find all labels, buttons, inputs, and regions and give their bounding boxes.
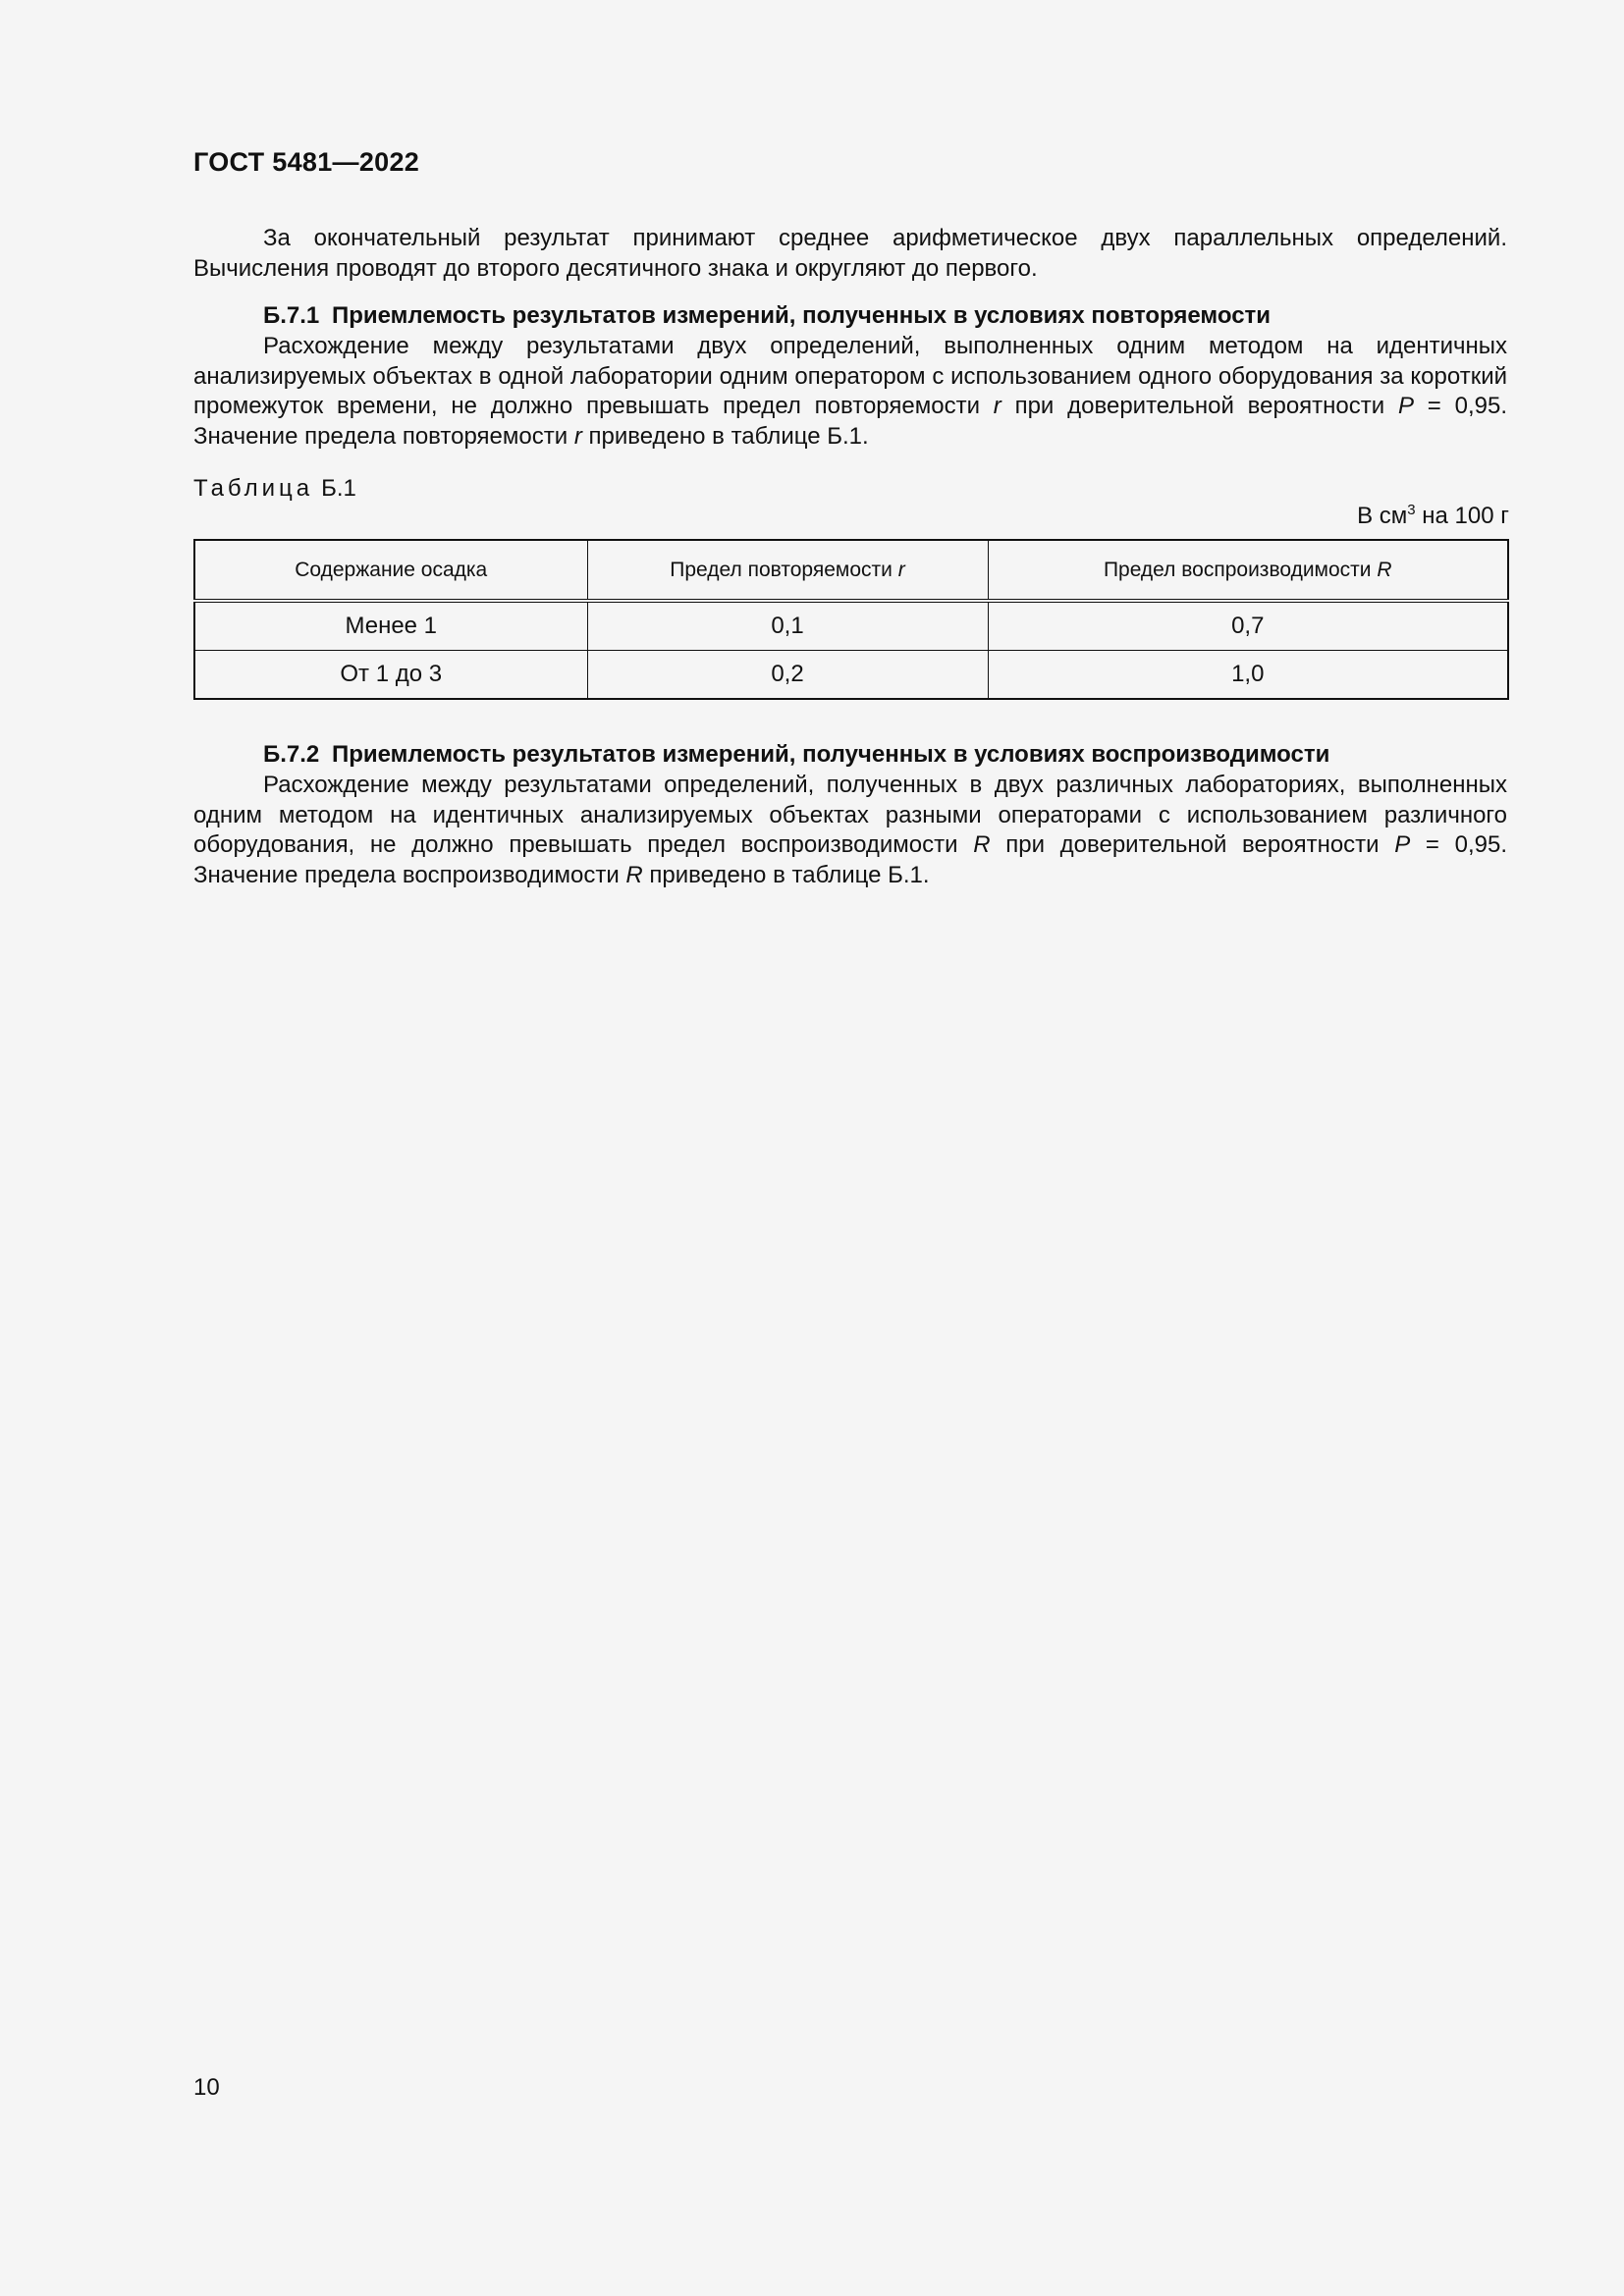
document-header: ГОСТ 5481—2022 xyxy=(193,147,420,177)
symbol-r: r xyxy=(573,422,582,450)
header-text: Предел повторяемости xyxy=(670,558,898,581)
cell-repeatability: 0,1 xyxy=(587,601,988,651)
section-title: Приемлемость результатов измерений, полученных в условиях повторяемости xyxy=(331,302,1272,329)
cell-content: От 1 до 3 xyxy=(194,651,587,700)
table-caption-label: Таблица xyxy=(193,475,314,502)
header-text: Предел воспроизводимости xyxy=(1103,558,1378,581)
section-b71-body xyxy=(193,332,1507,452)
header-repeatability xyxy=(587,540,988,601)
cell-reproducibility: 0,7 xyxy=(988,601,1508,651)
symbol-r-capital: R xyxy=(1377,558,1392,581)
text-fragment: Расхождение между результатами определений, полученных в двух различных лабораториях, выполненных одним методом на идентичных анализируемых объектах разными операторами с использованием различного оборудования, не должно превышать предел воспроизводимости xyxy=(193,772,1507,858)
text-fragment: приведено в таблице Б.1. xyxy=(581,422,869,450)
section-number: Б.7.2 xyxy=(263,741,320,768)
symbol-r-capital: R xyxy=(625,861,643,888)
table-caption-number: Б.1 xyxy=(321,475,356,502)
text-fragment: приведено в таблице Б.1. xyxy=(642,861,930,888)
header-content: Содержание осадка xyxy=(194,540,587,601)
text-fragment: = 0,95. Значение предела воспроизводимости xyxy=(193,831,1507,888)
intro-paragraph: За окончательный результат принимают среднее арифметическое двух параллельных определений. Вычисления проводят до второго десятичного знака и округляют до первого. xyxy=(193,225,1507,282)
units-prefix: В см xyxy=(1357,503,1408,529)
section-number: Б.7.1 xyxy=(263,302,320,329)
table-row xyxy=(194,601,1508,651)
text-fragment: = 0,95. Значение предела повторяемости xyxy=(193,393,1507,450)
table-caption xyxy=(193,475,356,503)
data-table xyxy=(193,539,1509,700)
text-fragment: Расхождение между результатами двух определений, выполненных одним методом на идентичных анализируемых объектах в одной лаборатории одним оператором с использованием одного оборудования за короткий промежуток времени, не должно превышать предел повторяемости xyxy=(193,333,1507,419)
text-fragment: при доверительной вероятности xyxy=(1001,393,1398,419)
section-title: Приемлемость результатов измерений, полученных в условиях воспроизводимости xyxy=(331,741,1330,768)
table-header-row xyxy=(194,540,1508,601)
symbol-r: r xyxy=(897,558,905,581)
header-reproducibility xyxy=(988,540,1508,601)
table-row xyxy=(194,651,1508,700)
symbol-p: P xyxy=(1397,393,1414,419)
section-heading-b71 xyxy=(193,301,1507,332)
section-heading-b72 xyxy=(193,740,1507,771)
section-b72-body xyxy=(193,771,1507,890)
table-units xyxy=(1357,503,1509,530)
symbol-r-capital: R xyxy=(973,831,991,858)
symbol-r: r xyxy=(993,393,1001,419)
symbol-p: P xyxy=(1394,831,1411,858)
text-fragment: при доверительной вероятности xyxy=(990,831,1395,858)
cell-content: Менее 1 xyxy=(194,601,587,651)
cell-reproducibility: 1,0 xyxy=(988,651,1508,700)
cell-repeatability: 0,2 xyxy=(587,651,988,700)
page-number: 10 xyxy=(193,2074,220,2101)
units-superscript: 3 xyxy=(1407,502,1416,518)
units-suffix: на 100 г xyxy=(1415,503,1509,529)
